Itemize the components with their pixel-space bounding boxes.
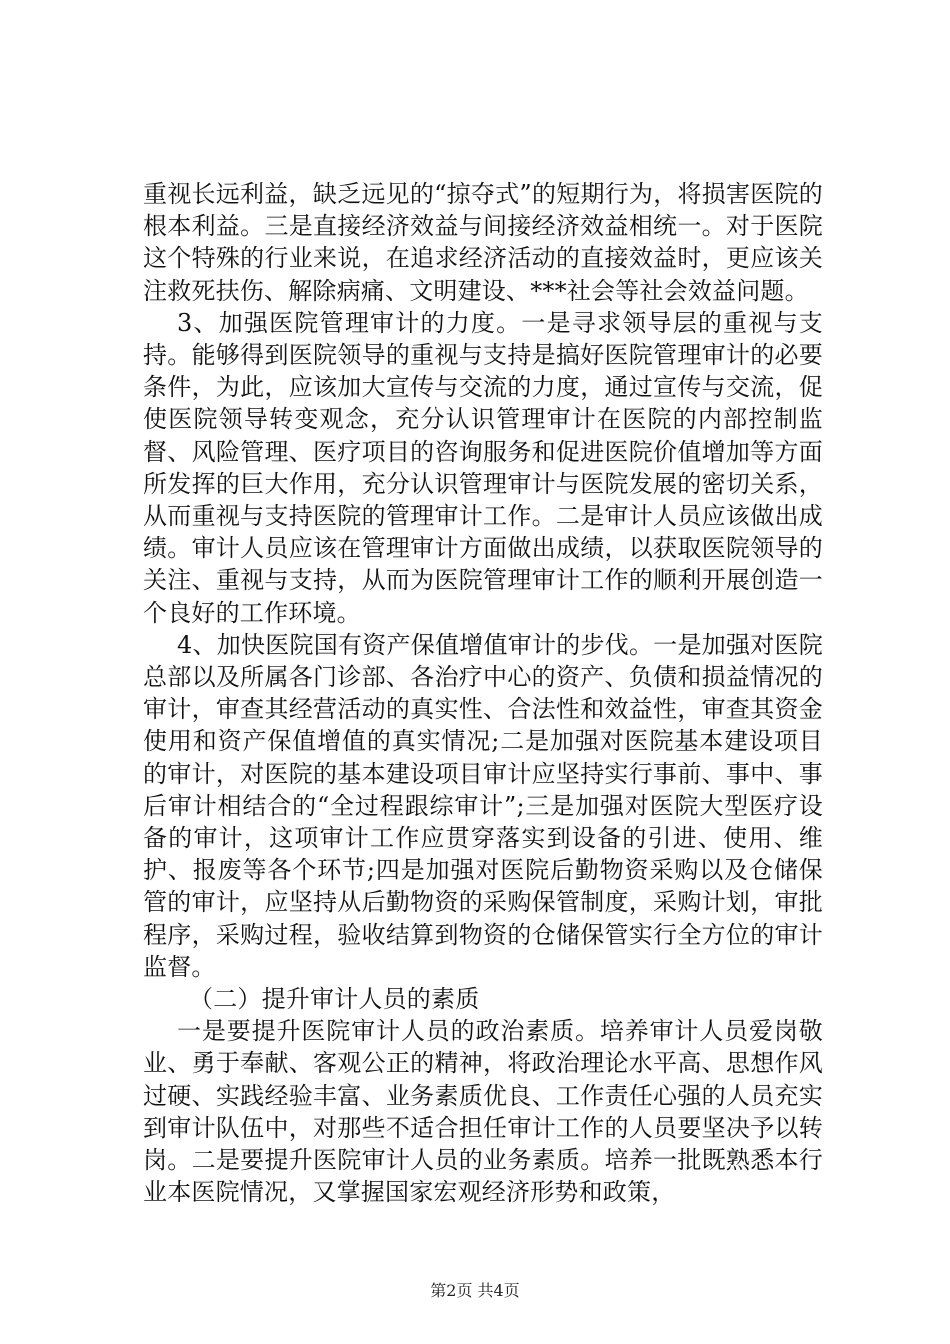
paragraph-asset-audit: 4、加快医院国有资产保值增值审计的步伐。一是加强对医院总部以及所属各门诊部、各治疗中心的资产、负债和损益情况的审计，审查其经营活动的真实性、合法性和效益性，审查其资金使用和资产保值增值的真实情况;二是加强对医院基本建设项目的审计，对医院的基本建设项目审计应坚持实行事前、事中、事后审计相结合的“全过程跟综审计”;三是加强对医院大型医疗设备的审计，这项审计工作应贯穿落实到设备的引进、使用、维护、报废等各个环节;四是加强对医院后勤物资采购以及仓储保管的审计，应坚持从后勤物资的采购保管制度，采购计划，审批程序，采购过程，验收结算到物资的仓储保管实行全方位的审计监督。 <box>143 630 823 981</box>
document-body <box>143 178 823 1209</box>
section-heading: （二）提升审计人员的素质 <box>189 985 480 1014</box>
paragraph-audit-strength: 3、加强医院管理审计的力度。一是寻求领导层的重视与支持。能够得到医院领导的重视与支持是搞好医院管理审计的必要条件，为此，应该加大宣传与交流的力度，通过宣传与交流，促使医院领导转变观念，充分认识管理审计在医院的内部控制监督、风险管理、医疗项目的咨询服务和促进医院价值增加等方面所发挥的巨大作用，充分认识管理审计与医院发展的密切关系，从而重视与支持医院的管理审计工作。二是审计人员应该做出成绩。审计人员应该在管理审计方面做出成绩，以获取医院领导的关注、重视与支持，从而为医院管理审计工作的顺利开展创造一个良好的工作环境。 <box>143 308 823 627</box>
paragraph-continuation: 重视长远利益，缺乏远见的“掠夺式”的短期行为，将损害医院的根本利益。三是直接经济效益与间接经济效益相统一。对于医院这个特殊的行业来说，在追求经济活动的直接效益时，更应该关注救死扶伤、解除病痛、文明建设、***社会等社会效益问题。 <box>143 180 823 305</box>
page-number-footer: 第2页 共4页 <box>430 1281 520 1300</box>
paragraph-auditor-quality: 一是要提升医院审计人员的政治素质。培养审计人员爱岗敬业、勇于奉献、客观公正的精神，将政治理论水平高、思想作风过硬、实践经验丰富、业务素质优良、工作责任心强的人员充实到审计队伍中，对那些不适合担任审计工作的人员要坚决予以转岗。二是要提升医院审计人员的业务素质。培养一批既熟悉本行业本医院情况，又掌握国家宏观经济形势和政策， <box>143 1017 823 1207</box>
